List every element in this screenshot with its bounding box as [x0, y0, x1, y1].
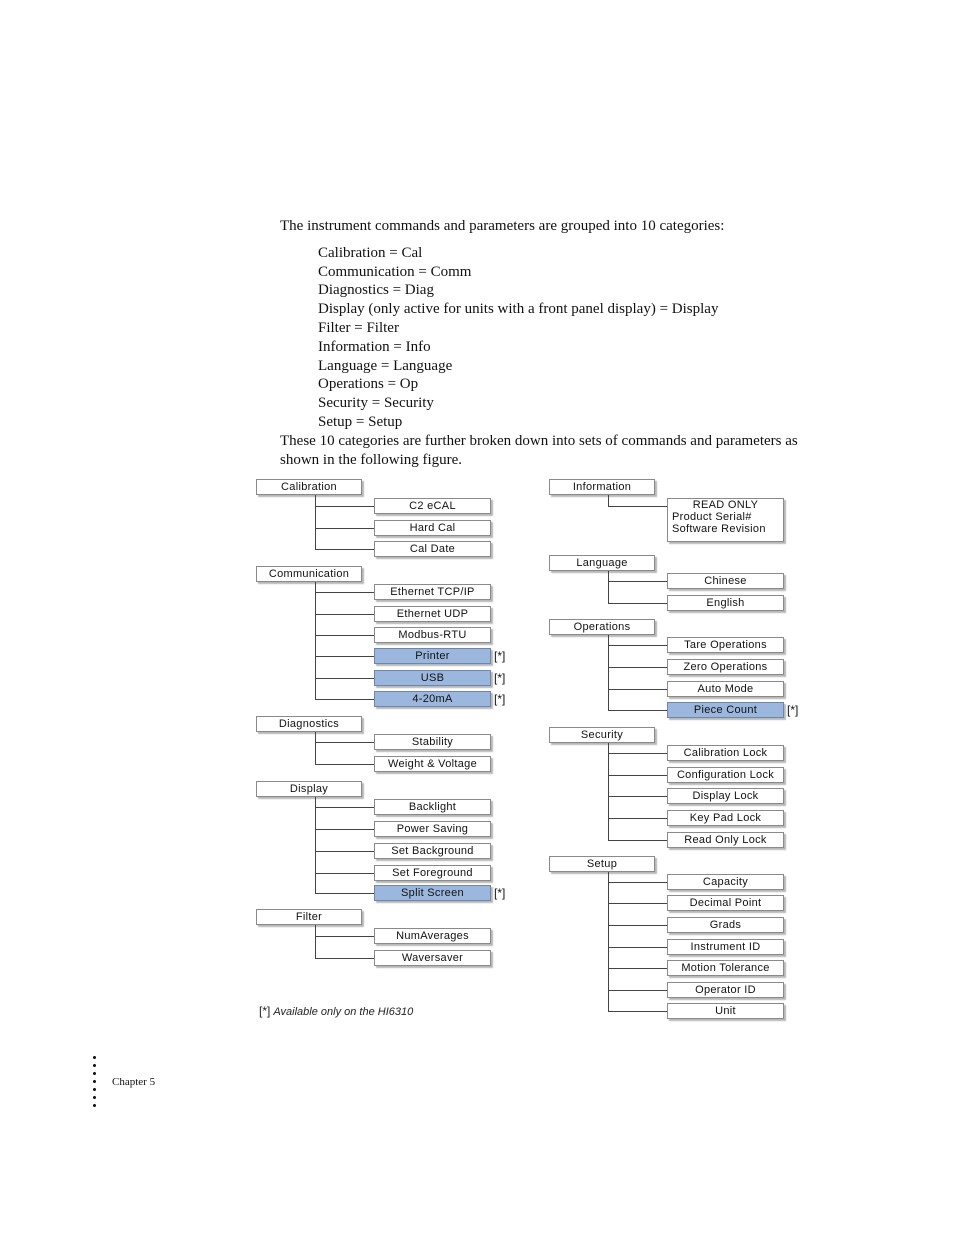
connector-vertical — [608, 743, 609, 840]
item-decimal-point: Decimal Point — [667, 895, 784, 911]
connector-horizontal — [608, 903, 667, 904]
connector-horizontal — [608, 840, 667, 841]
item-c2-ecal: C2 eCAL — [374, 498, 491, 514]
availability-note — [259, 1004, 413, 1018]
availability-marker: [*] — [787, 703, 799, 717]
item-tare-operations: Tare Operations — [667, 637, 784, 653]
connector-vertical — [608, 635, 609, 710]
category-information: Information — [549, 479, 655, 495]
connector-horizontal — [315, 936, 374, 937]
connector-horizontal — [608, 947, 667, 948]
note-marker: [*] — [259, 1004, 271, 1018]
availability-marker: [*] — [494, 649, 506, 663]
connector-horizontal — [608, 753, 667, 754]
item-set-foreground: Set Foreground — [374, 865, 491, 881]
margin-dots — [93, 1056, 97, 1112]
connector-horizontal — [608, 796, 667, 797]
item-grads: Grads — [667, 917, 784, 933]
connector-horizontal — [315, 699, 374, 700]
item-capacity: Capacity — [667, 874, 784, 890]
connector-horizontal — [608, 968, 667, 969]
category-communication: Communication — [256, 566, 362, 582]
connector-vertical — [608, 571, 609, 603]
item-printer: Printer — [374, 648, 491, 664]
connector-horizontal — [608, 990, 667, 991]
availability-marker: [*] — [494, 671, 506, 685]
category-item: Diagnostics = Diag — [318, 282, 434, 299]
connector-horizontal — [315, 851, 374, 852]
item-usb: USB — [374, 670, 491, 686]
category-item: Language = Language — [318, 357, 453, 374]
category-calibration: Calibration — [256, 479, 362, 495]
connector-horizontal — [608, 925, 667, 926]
item-set-background: Set Background — [374, 843, 491, 859]
connector-horizontal — [315, 549, 374, 550]
item-calibration-lock: Calibration Lock — [667, 745, 784, 761]
info-readonly-box — [667, 498, 784, 542]
connector-vertical — [608, 872, 609, 1011]
connector-horizontal — [608, 645, 667, 646]
item-weight-voltage: Weight & Voltage — [374, 756, 491, 772]
category-item: Calibration = Cal — [318, 244, 423, 261]
category-item: Operations = Op — [318, 376, 419, 393]
item-backlight: Backlight — [374, 799, 491, 815]
connector-horizontal — [315, 829, 374, 830]
category-diagnostics: Diagnostics — [256, 716, 362, 732]
connector-horizontal — [608, 689, 667, 690]
connector-horizontal — [315, 742, 374, 743]
category-operations: Operations — [549, 619, 655, 635]
info-line: READ ONLY — [692, 499, 759, 511]
item-hard-cal: Hard Cal — [374, 520, 491, 536]
connector-horizontal — [315, 656, 374, 657]
item-split-screen: Split Screen — [374, 885, 491, 901]
item-unit: Unit — [667, 1003, 784, 1019]
connector-horizontal — [315, 592, 374, 593]
item-display-lock: Display Lock — [667, 788, 784, 804]
connector-horizontal — [315, 635, 374, 636]
item-operator-id: Operator ID — [667, 982, 784, 998]
item-chinese: Chinese — [667, 573, 784, 589]
intro-line-1: The instrument commands and parameters are grouped into 10 categories: — [280, 218, 725, 234]
item-english: English — [667, 595, 784, 611]
connector-horizontal — [315, 807, 374, 808]
item-auto-mode: Auto Mode — [667, 681, 784, 697]
category-item: Communication = Comm — [318, 263, 472, 280]
category-item: Security = Security — [318, 395, 434, 412]
connector-horizontal — [608, 667, 667, 668]
item-numaverages: NumAverages — [374, 928, 491, 944]
category-filter: Filter — [256, 909, 362, 925]
connector-horizontal — [608, 581, 667, 582]
connector-horizontal — [315, 678, 374, 679]
connector-horizontal — [315, 764, 374, 765]
info-line: Software Revision — [672, 523, 766, 535]
connector-vertical — [608, 495, 609, 506]
item-motion-tolerance: Motion Tolerance — [667, 960, 784, 976]
item-piece-count: Piece Count — [667, 702, 784, 718]
item-ethernet-udp: Ethernet UDP — [374, 606, 491, 622]
item-instrument-id: Instrument ID — [667, 939, 784, 955]
connector-horizontal — [608, 818, 667, 819]
connector-horizontal — [315, 506, 374, 507]
category-item: Filter = Filter — [318, 319, 399, 336]
category-item: Setup = Setup — [318, 413, 403, 430]
connector-vertical — [315, 495, 316, 549]
connector-horizontal — [315, 958, 374, 959]
connector-horizontal — [315, 614, 374, 615]
item-read-only-lock: Read Only Lock — [667, 832, 784, 848]
connector-horizontal — [608, 1011, 667, 1012]
connector-horizontal — [608, 710, 667, 711]
availability-marker: [*] — [494, 692, 506, 706]
item-4-20ma: 4-20mA — [374, 691, 491, 707]
connector-vertical — [315, 797, 316, 893]
connector-horizontal — [315, 893, 374, 894]
item-ethernet-tcp-ip: Ethernet TCP/IP — [374, 584, 491, 600]
item-power-saving: Power Saving — [374, 821, 491, 837]
connector-vertical — [315, 582, 316, 699]
item-cal-date: Cal Date — [374, 541, 491, 557]
intro-line-2: These 10 categories are further broken down into sets of commands and parameters as shown in the following figure. — [280, 432, 798, 468]
connector-vertical — [315, 732, 316, 764]
connector-horizontal — [608, 882, 667, 883]
connector-horizontal — [608, 506, 667, 507]
category-item: Display (only active for units with a front panel display) = Display — [318, 301, 719, 318]
chapter-footer: Chapter 5 — [112, 1076, 156, 1088]
item-stability: Stability — [374, 734, 491, 750]
category-setup: Setup — [549, 856, 655, 872]
category-language: Language — [549, 555, 655, 571]
category-item: Information = Info — [318, 338, 431, 355]
connector-horizontal — [608, 603, 667, 604]
category-security: Security — [549, 727, 655, 743]
category-display: Display — [256, 781, 362, 797]
connector-vertical — [315, 925, 316, 958]
item-waversaver: Waversaver — [374, 950, 491, 966]
connector-horizontal — [315, 873, 374, 874]
item-zero-operations: Zero Operations — [667, 659, 784, 675]
connector-horizontal — [608, 775, 667, 776]
connector-horizontal — [315, 528, 374, 529]
item-modbus-rtu: Modbus-RTU — [374, 627, 491, 643]
item-configuration-lock: Configuration Lock — [667, 767, 784, 783]
info-line: Product Serial# — [672, 511, 752, 523]
item-key-pad-lock: Key Pad Lock — [667, 810, 784, 826]
note-text: Available only on the HI6310 — [273, 1006, 414, 1018]
availability-marker: [*] — [494, 886, 506, 900]
